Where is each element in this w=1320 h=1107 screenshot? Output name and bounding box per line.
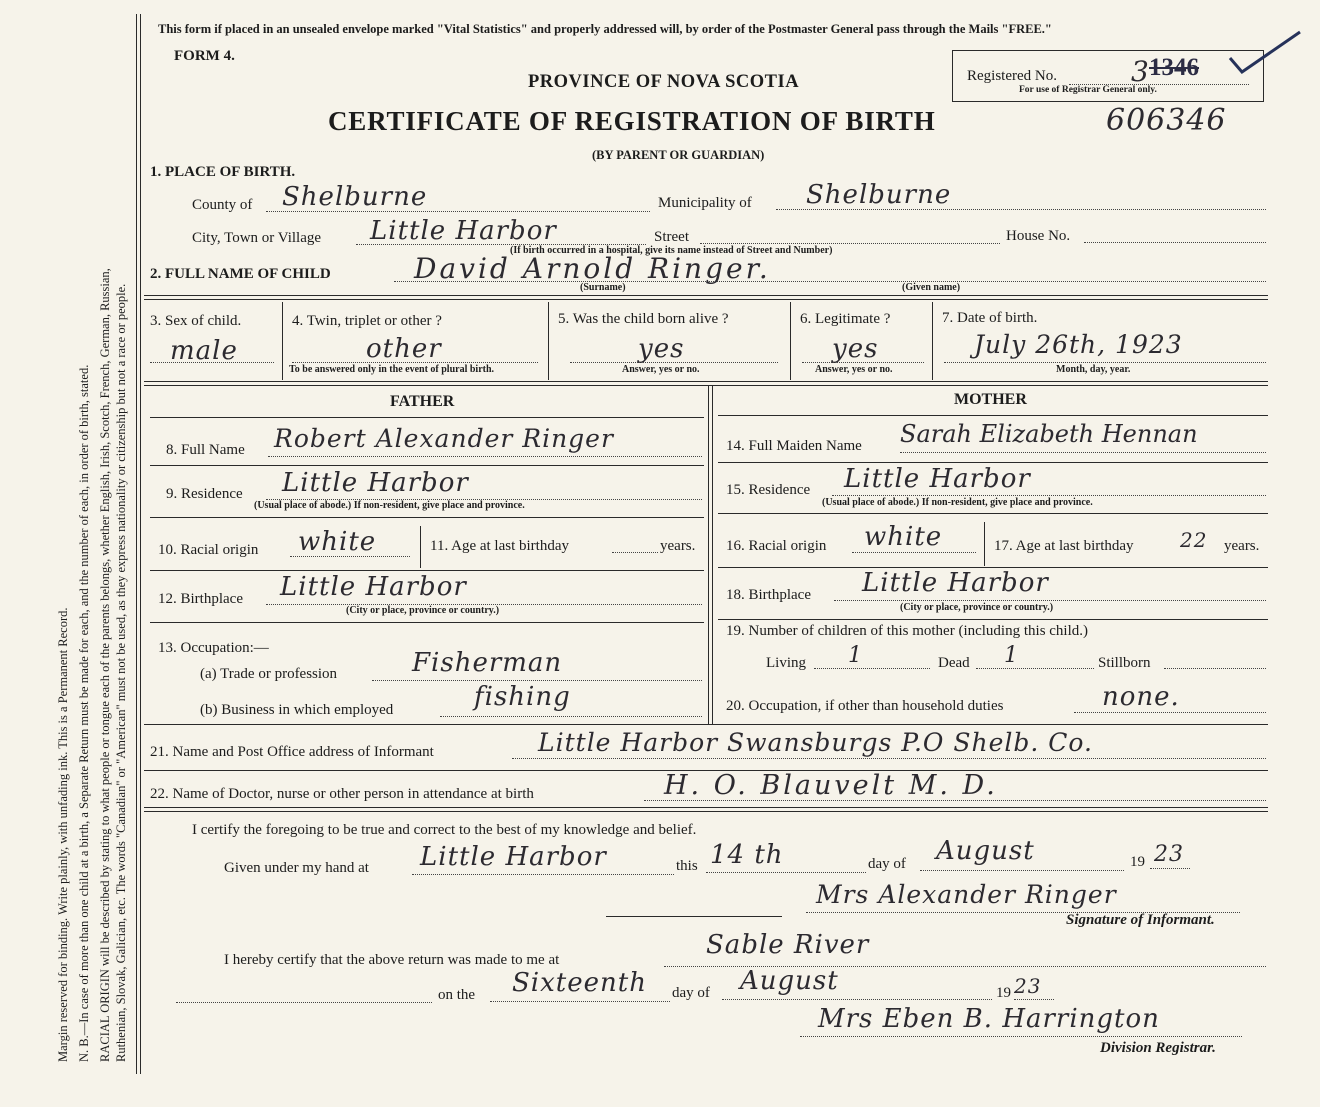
registrar-extra-line: [176, 1002, 432, 1003]
living-label: Living: [766, 655, 806, 671]
business-line: [440, 716, 702, 717]
mother-occ-line: [1074, 712, 1266, 713]
rule: [718, 513, 1268, 514]
rule: [150, 517, 704, 518]
sex-line: [150, 362, 274, 363]
certificate-subtitle: (BY PARENT OR GUARDIAN): [592, 148, 765, 162]
living-line: [814, 668, 930, 669]
column-divider: [712, 386, 713, 724]
binding-border: [136, 14, 137, 1074]
rule: [144, 299, 1268, 300]
father-birth-value: Little Harbor: [280, 572, 467, 602]
mother-birth-label: 18. Birthplace: [726, 587, 811, 603]
divider: [984, 522, 985, 566]
alive-line: [570, 362, 778, 363]
registered-box: [952, 50, 1264, 102]
mother-age-unit: years.: [1224, 538, 1260, 554]
on-the-label: on the: [438, 987, 476, 1003]
dob-label: 7. Date of birth.: [942, 310, 1038, 326]
father-name-label: 8. Full Name: [166, 442, 245, 458]
month-value: August: [936, 836, 1035, 866]
mother-race-value: white: [864, 522, 943, 552]
doctor-label: 22. Name of Doctor, nurse or other person in attendance at birth: [150, 786, 534, 802]
doctor-value: H. O. Blauvelt M. D.: [664, 770, 998, 801]
twin-note: To be answered only in the event of plural birth.: [289, 364, 495, 375]
registrar-signature: Mrs Eben B. Harrington: [818, 1004, 1160, 1034]
street-line: [700, 243, 1000, 244]
sex-label: 3. Sex of child.: [150, 313, 242, 329]
registrar-year-value: 23: [1014, 974, 1042, 998]
dob-line: [944, 362, 1266, 363]
mother-res-note: (Usual place of abode.) If non-resident, give place and province.: [822, 497, 1093, 508]
stillborn-line: [1164, 668, 1266, 669]
registrar-month-value: August: [740, 966, 839, 996]
margin-note-1: Margin reserved for binding. Write plainly, with unfading ink. This is a Permanent Record.: [56, 607, 70, 1062]
child-name-label: 2. FULL NAME OF CHILD: [150, 266, 331, 282]
legit-line: [802, 362, 924, 363]
trade-value: Fisherman: [412, 648, 563, 678]
binding-border-inner: [140, 14, 141, 1074]
rule: [150, 465, 704, 466]
children-label: 19. Number of children of this mother (including this child.): [726, 623, 1089, 639]
father-birth-label: 12. Birthplace: [158, 591, 243, 607]
municipality-value: Shelburne: [806, 180, 952, 210]
certificate-title: CERTIFICATE OF REGISTRATION OF BIRTH: [328, 106, 936, 136]
divider: [282, 302, 283, 380]
margin-note-2: N. B.—In case of more than one child at a birth, a Separate Return must be made for each, and the number of each, in order of birth, stated.: [77, 364, 91, 1062]
divider: [548, 302, 549, 380]
mother-occ-label: 20. Occupation, if other than household duties: [726, 698, 1004, 714]
informant-signature: Mrs Alexander Ringer: [816, 880, 1117, 909]
father-age-label: 11. Age at last birthday: [430, 538, 569, 554]
rule: [144, 811, 1268, 812]
rule: [144, 381, 1268, 382]
rule: [606, 916, 782, 917]
twin-line: [292, 362, 538, 363]
city-value: Little Harbor: [370, 216, 557, 246]
father-res-label: 9. Residence: [166, 486, 243, 502]
certificate-number: 606346: [1106, 103, 1227, 138]
mother-res-line: [832, 495, 1266, 496]
street-label: Street: [654, 229, 689, 245]
mother-race-label: 16. Racial origin: [726, 538, 827, 554]
divider: [420, 526, 421, 568]
rule: [718, 462, 1268, 463]
registered-number: 1346: [1149, 54, 1199, 81]
county-value: Shelburne: [282, 182, 428, 212]
father-birth-note: (City or place, province or country.): [346, 605, 500, 616]
registered-prefix: 3: [1131, 55, 1150, 88]
dead-line: [976, 668, 1094, 669]
child-name-value: David Arnold Ringer.: [414, 252, 771, 285]
father-heading: FATHER: [390, 393, 455, 410]
mother-name-value: Sarah Elizabeth Hennan: [900, 420, 1198, 448]
given-place-line: [412, 874, 674, 875]
surname-note: (Surname): [580, 282, 626, 293]
registrar-day-line: [490, 1001, 670, 1002]
registrar-sig-label: Division Registrar.: [1100, 1040, 1216, 1056]
place-heading: 1. PLACE OF BIRTH.: [150, 164, 296, 180]
day-line: [706, 872, 866, 873]
legit-label: 6. Legitimate ?: [800, 311, 891, 327]
mother-birth-value: Little Harbor: [862, 568, 1049, 598]
mother-name-line: [900, 452, 1266, 453]
informant-sig-label: Signature of Informant.: [1066, 912, 1215, 928]
given-label: Given under my hand at: [224, 860, 369, 876]
mother-heading: MOTHER: [954, 391, 1027, 408]
trade-line: [372, 680, 702, 681]
informant-label: 21. Name and Post Office address of Informant: [150, 744, 434, 760]
sex-value: male: [170, 336, 238, 366]
mother-name-label: 14. Full Maiden Name: [726, 438, 862, 454]
rule: [144, 295, 1268, 296]
rule: [150, 417, 704, 418]
legit-note: Answer, yes or no.: [815, 364, 893, 375]
twin-label: 4. Twin, triplet or other ?: [292, 313, 442, 329]
trade-label: (a) Trade or profession: [200, 666, 338, 682]
this-label: this: [676, 858, 698, 874]
mother-birth-line: [834, 600, 1266, 601]
divider: [790, 302, 791, 380]
margin-note-3: RACIAL ORIGIN will be described by stating to what people or tongue each of the parents belongs, whether English, Irish, Scotch, French, German, Russian,: [98, 268, 112, 1062]
informant-value: Little Harbor Swansburgs P.O Shelb. Co.: [538, 728, 1093, 757]
mother-res-label: 15. Residence: [726, 482, 811, 498]
business-value: fishing: [474, 682, 571, 712]
alive-note: Answer, yes or no.: [622, 364, 700, 375]
year-value: 23: [1154, 842, 1184, 867]
rule: [150, 622, 704, 623]
stillborn-label: Stillborn: [1098, 655, 1151, 671]
mother-age-label: 17. Age at last birthday: [994, 538, 1134, 554]
informant-line: [512, 758, 1266, 759]
house-line: [1084, 242, 1266, 243]
dob-note: Month, day, year.: [1056, 364, 1131, 375]
checkmark-icon: [1226, 28, 1306, 88]
mother-res-value: Little Harbor: [844, 464, 1031, 494]
column-divider: [708, 386, 709, 724]
dob-value: July 26th, 1923: [974, 330, 1183, 359]
form-number: FORM 4.: [174, 48, 235, 64]
city-label: City, Town or Village: [192, 230, 322, 246]
business-label: (b) Business in which employed: [200, 702, 394, 718]
postal-note: This form if placed in an unsealed envelope marked "Vital Statistics" and properly addressed will, by order of the Postmaster General pass through the Mails "FREE.": [158, 22, 1052, 36]
mother-birth-note: (City or place, province or country.): [900, 602, 1054, 613]
given-note: (Given name): [902, 282, 961, 293]
registrar-note: For use of Registrar General only.: [1019, 85, 1157, 95]
mother-occ-value: none.: [1102, 682, 1180, 712]
father-age-unit: years.: [660, 538, 696, 554]
registrar-sig-line: [800, 1036, 1242, 1037]
legit-value: yes: [832, 334, 879, 364]
county-label: County of: [192, 197, 253, 213]
margin-note-4: Ruthenian, Slovak, Galician, etc. The words "Canadian" or "American" must not be used, as they express nationality or citizenship but not a race or people.: [114, 283, 128, 1062]
registrar-place-value: Sable River: [706, 930, 870, 960]
rule: [144, 807, 1268, 808]
mother-age-value: 22: [1180, 528, 1208, 552]
father-name-value: Robert Alexander Ringer: [274, 424, 614, 453]
dead-value: 1: [1004, 643, 1019, 668]
street-note: (If birth occurred in a hospital, give its name instead of Street and Number): [510, 245, 833, 256]
registrar-text: I hereby certify that the above return was made to me at: [224, 952, 560, 968]
registered-label: Registered No.: [967, 68, 1057, 84]
twin-value: other: [366, 334, 442, 364]
day-of-label: day of: [868, 856, 906, 872]
month-line: [920, 870, 1124, 871]
registrar-year-prefix: 19: [996, 985, 1011, 1001]
year-prefix: 19: [1130, 854, 1145, 870]
house-label: House No.: [1006, 228, 1071, 244]
mother-race-line: [852, 552, 976, 553]
rule: [150, 570, 704, 571]
father-name-line: [268, 456, 702, 457]
father-res-note: (Usual place of abode.) If non-resident, give place and province.: [254, 500, 525, 511]
given-place-value: Little Harbor: [420, 842, 607, 872]
registrar-day-value: Sixteenth: [512, 968, 647, 998]
registrar-year-line: [1014, 999, 1054, 1000]
dead-label: Dead: [938, 655, 970, 671]
living-value: 1: [848, 643, 863, 668]
municipality-label: Municipality of: [658, 195, 752, 211]
divider: [932, 302, 933, 380]
alive-value: yes: [638, 334, 685, 364]
rule: [718, 415, 1268, 416]
father-occ-label: 13. Occupation:—: [158, 640, 269, 656]
alive-label: 5. Was the child born alive ?: [558, 311, 729, 327]
rule: [144, 385, 1268, 386]
father-race-label: 10. Racial origin: [158, 542, 259, 558]
certify-text: I certify the foregoing to be true and correct to the best of my knowledge and belief.: [192, 822, 697, 838]
province-title: PROVINCE OF NOVA SCOTIA: [528, 72, 800, 92]
year-line: [1150, 868, 1190, 869]
registrar-month-line: [722, 999, 992, 1000]
rule: [144, 724, 1268, 725]
registrar-day-of-label: day of: [672, 985, 710, 1001]
day-value: 14 th: [710, 840, 784, 870]
father-res-value: Little Harbor: [282, 468, 469, 498]
father-race-value: white: [298, 527, 377, 557]
rule: [718, 619, 1268, 620]
father-age-line: [612, 552, 658, 553]
